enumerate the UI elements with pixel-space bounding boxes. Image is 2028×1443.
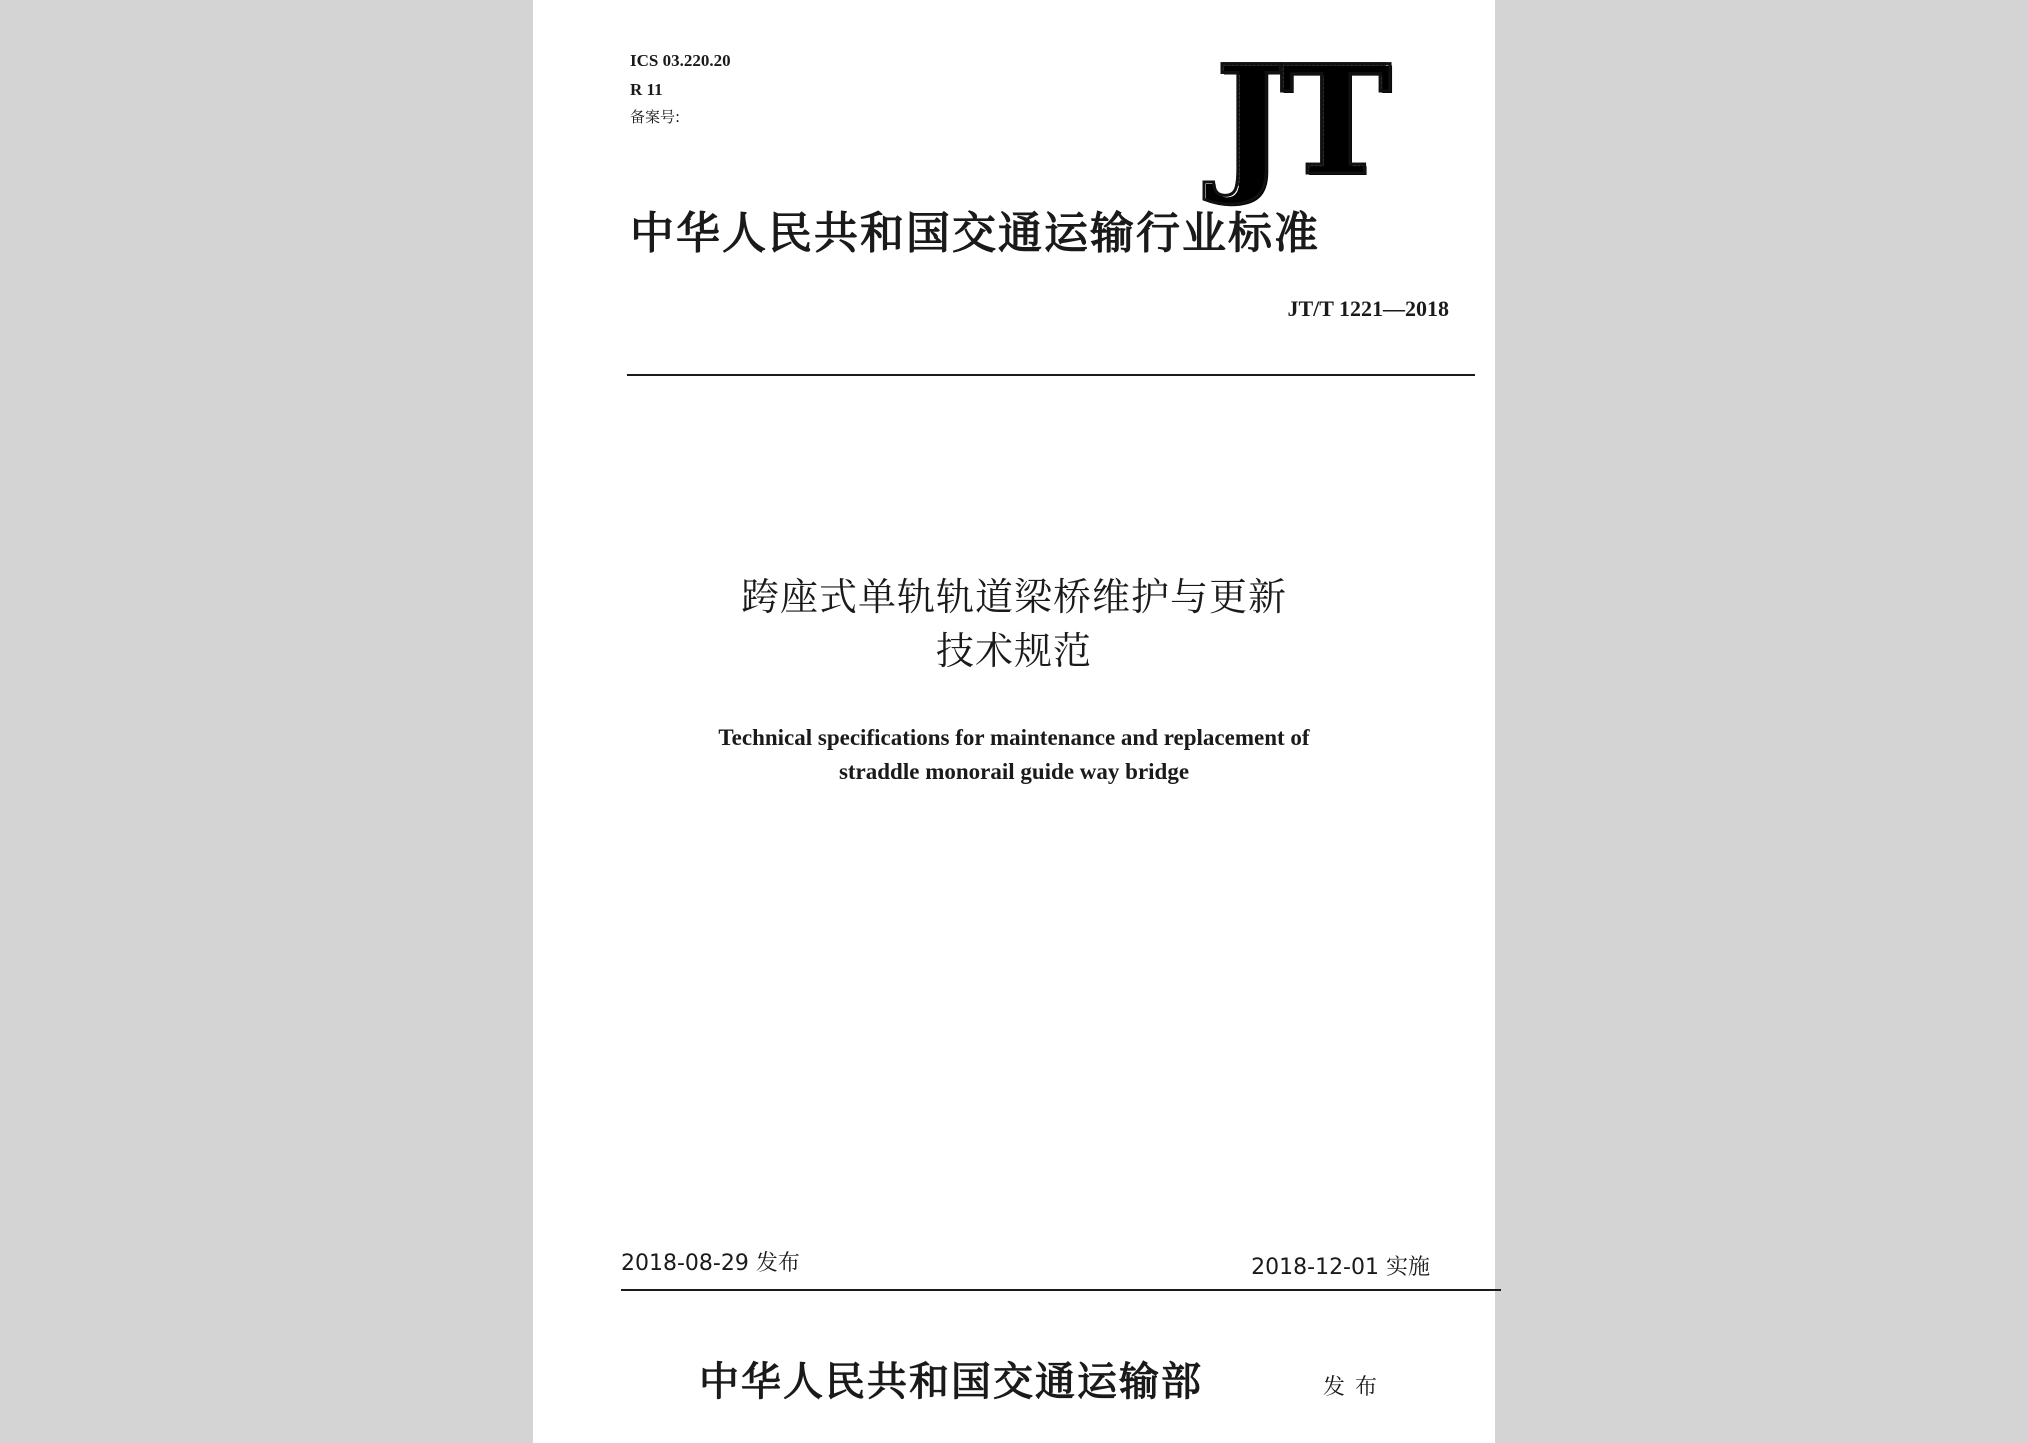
document-title-chinese xyxy=(533,570,1495,678)
document-title-english-line-1: Technical specifications for maintenance and replacement of xyxy=(718,725,1310,750)
jt-logo-text: JT xyxy=(1215,33,1386,209)
standard-number: JT/T 1221—2018 xyxy=(1287,296,1449,321)
record-number-label: 备案号: xyxy=(630,108,681,126)
jt-logo xyxy=(1215,33,1445,209)
implementation-date: 2018-12-01 实施 xyxy=(1251,1255,1430,1280)
standard-category-title: 中华人民共和国交通运输行业标准 xyxy=(630,208,1320,259)
document-cover-page xyxy=(533,0,1495,1443)
document-title-english xyxy=(533,721,1495,789)
publish-label: 发布 xyxy=(1323,1375,1388,1400)
document-title-english-line-2: straddle monorail guide way bridge xyxy=(838,759,1190,784)
publisher-name: 中华人民共和国交通运输部 xyxy=(699,1358,1203,1405)
footer-divider xyxy=(621,1289,1501,1291)
document-title-chinese-line-1: 跨座式单轨轨道梁桥维护与更新 xyxy=(740,575,1287,619)
ics-code: ICS 03.220.20 xyxy=(630,51,731,70)
issue-date: 2018-08-29 发布 xyxy=(621,1251,800,1276)
ccs-code: R 11 xyxy=(630,80,663,99)
header-divider xyxy=(627,374,1475,376)
document-title-chinese-line-2: 技术规范 xyxy=(935,629,1092,673)
